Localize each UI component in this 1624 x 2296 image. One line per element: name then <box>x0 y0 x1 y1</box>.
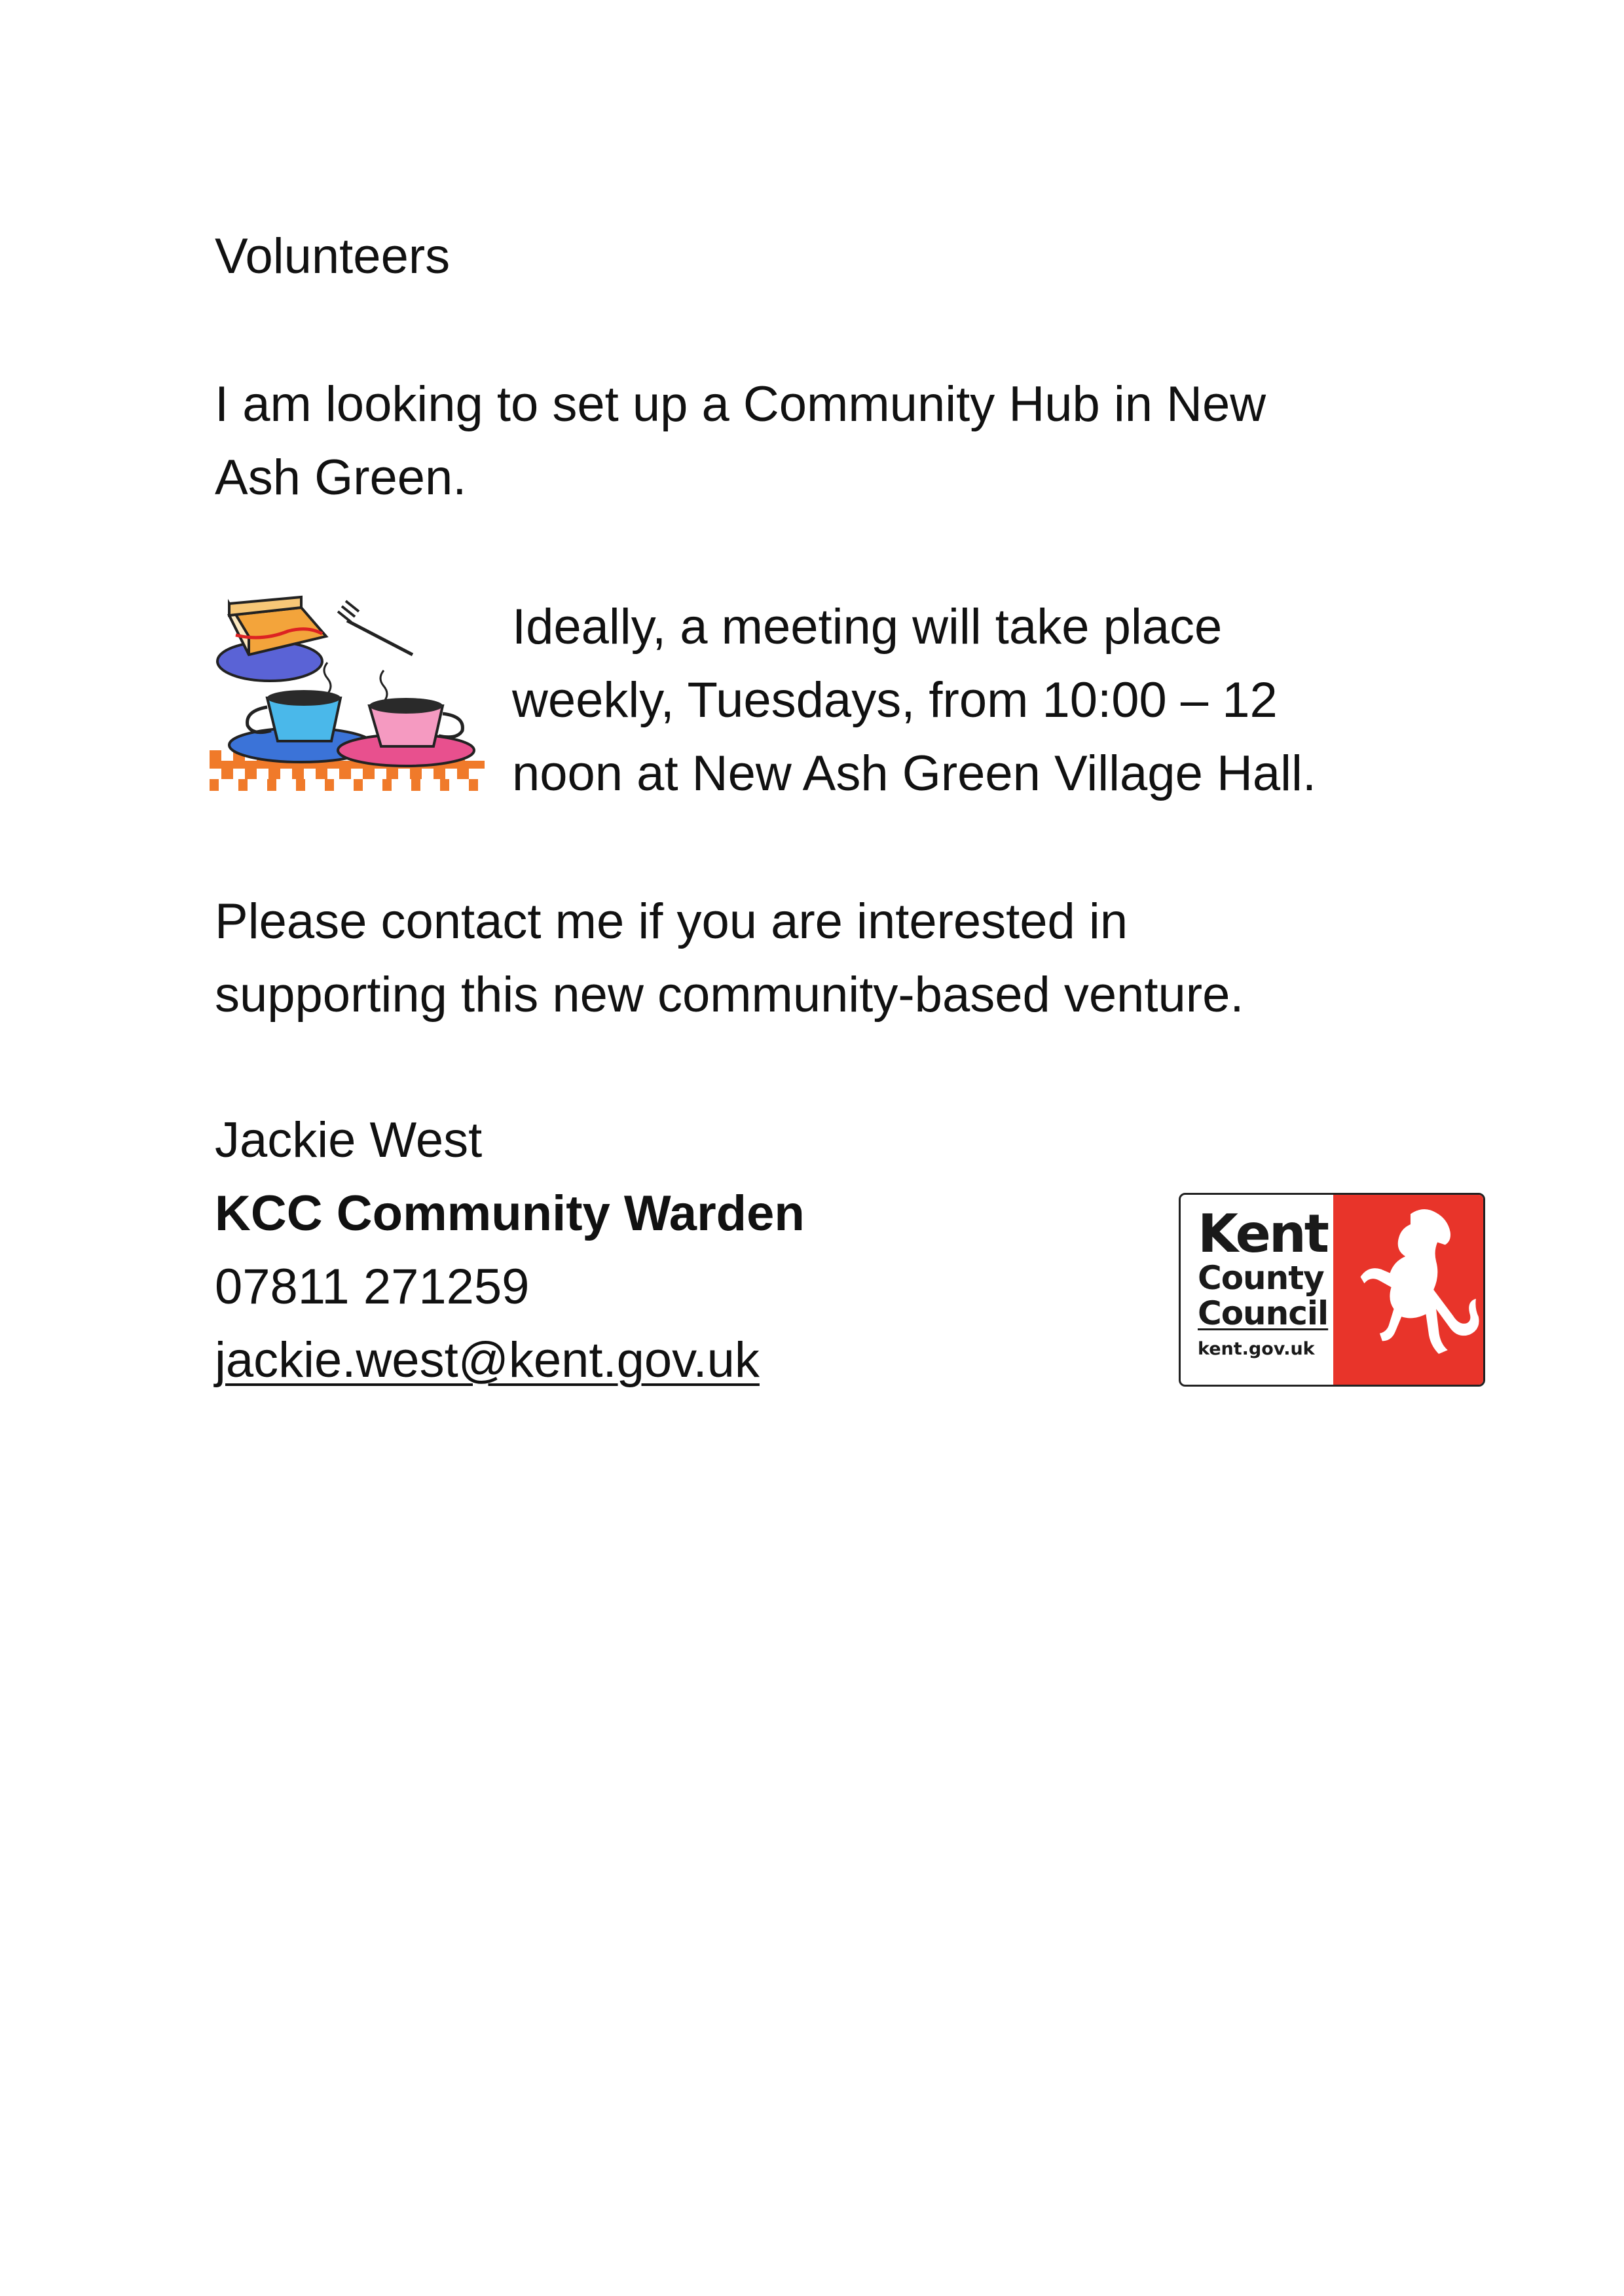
signature-phone: 07811 271259 <box>215 1259 530 1315</box>
logo-url: kent.gov.uk <box>1198 1339 1315 1359</box>
intro-paragraph <box>215 368 1266 515</box>
logo-line-3: Council <box>1198 1294 1329 1332</box>
fork-icon <box>338 601 413 655</box>
signature-name: Jackie West <box>215 1112 483 1168</box>
page-heading: Volunteers <box>215 228 451 284</box>
intro-line-2: Ash Green. <box>215 450 467 505</box>
logo-line-2: County <box>1198 1259 1324 1297</box>
tea-cup-pink-icon <box>338 698 474 766</box>
contact-request-line-1: Please contact me if you are interested in <box>215 894 1128 949</box>
signature-block <box>215 1104 805 1397</box>
contact-request-line-2: supporting this new community-based venture. <box>215 967 1244 1023</box>
contact-request-paragraph <box>215 885 1244 1032</box>
signature-email-link[interactable]: jackie.west@kent.gov.uk <box>215 1332 760 1388</box>
meeting-paragraph <box>512 591 1316 811</box>
meeting-line-2: weekly, Tuesdays, from 10:00 – 12 <box>512 672 1278 728</box>
meeting-line-1: Ideally, a meeting will take place <box>512 599 1223 655</box>
kent-county-council-logo <box>1179 1193 1485 1387</box>
signature-title: KCC Community Warden <box>215 1186 805 1241</box>
white-horse-icon <box>1333 1195 1485 1385</box>
tea-and-cake-clipart <box>210 589 498 825</box>
intro-line-1: I am looking to set up a Community Hub in New <box>215 376 1266 432</box>
logo-line-1: Kent <box>1198 1203 1328 1264</box>
logo-wordmark <box>1181 1195 1333 1385</box>
cake-slice-icon <box>229 597 326 655</box>
meeting-line-3: noon at New Ash Green Village Hall. <box>512 746 1316 801</box>
logo-red-panel <box>1333 1195 1485 1385</box>
